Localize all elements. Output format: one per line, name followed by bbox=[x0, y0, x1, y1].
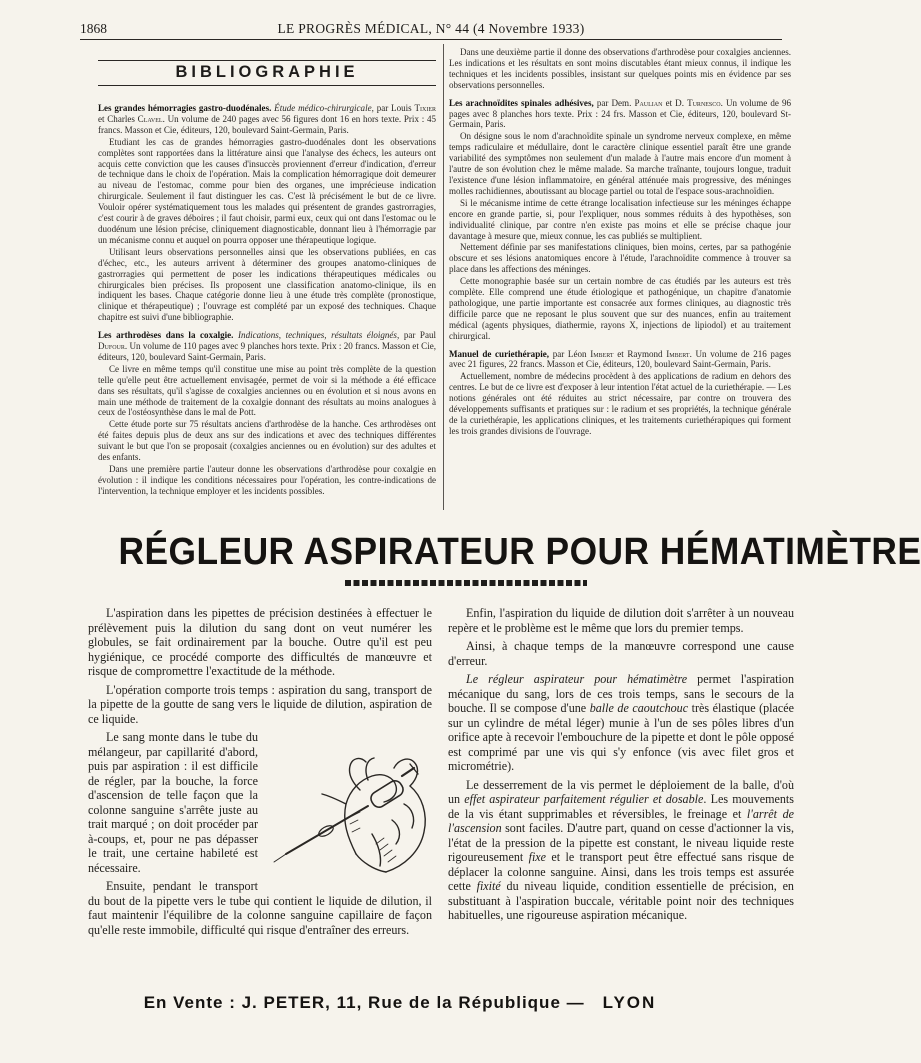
bibliography-column-left bbox=[98, 103, 436, 508]
page-number: 1868 bbox=[80, 21, 107, 36]
vendor-city: LYON bbox=[602, 993, 657, 1012]
article-paragraph: Le desserrement de la vis permet le déploiement de la balle, d'où un effet aspirateur parfaitement régulier et dosable. Les mouvements de la vis étant supprimables et réversibles, le freinage et l'arrêt de l'ascension sont faciles. D'autre part, quand on cesse d'actionner la vis, l'état de la pression de la pipette est constant, le niveau liquide reste rigoureusement fixe et le transport peut être effectué sans risque de déplacer la colonne sanguine. Ainsi, dans les trois temps est assurée cette fixité du niveau liquide, condition essentielle de précision, en substituant à l'aspiration buccale, véritable point noir des techniques habituelles, une rigoureuse aspiration mécanique. bbox=[448, 777, 794, 922]
entry-citation: Les grandes hémorragies gastro-duodénales. Étude médico-chirurgicale, par Louis Tixier et Charles Clavel. Un volume de 240 pages avec 56 figures dont 16 en hors texte. Prix : 45 francs. Masson et Cie, éditeurs, 120, boulevard Saint-Germain, Paris. bbox=[98, 103, 436, 135]
entry-paragraph: Actuellement, nombre de médecins procèdent à des applications de radium en dehors des centres. Le but de ce livre est d'exposer à leur intention l'état actuel de la curiethérapie. — Les notions générales ont été réduites au strict nécessaire, par contre on trouvera des développements suffisants et pratiques sur : le radium et ses propriétés, la technique générale de la curiethérapie, les applications cliniques, et les traitements curiethérapiques qui forment les trois grandes divisions de l'ouvrage. bbox=[449, 371, 791, 436]
hands-holding-pipette-icon bbox=[264, 734, 432, 882]
journal-title: LE PROGRÈS MÉDICAL, N° 44 (4 Novembre 1933) bbox=[277, 21, 585, 36]
article-paragraph: Ensuite, pendant le transport du bout de la pipette vers le tube qui contient le liquide de dilution, il faut maintenir l'équilibre de la colonne sanguine capillaire de façon qu'elle reste immobile, difficulté qui risque d'entraîner des erreurs. bbox=[88, 879, 432, 937]
entry-paragraph: Ce livre en même temps qu'il constitue une mise au point très complète de la question telle qu'elle peut être actuellement envisagée, permet de voir si la méthode a été efficace dans ses résultats, qu'il s'agisse de coxalgies anciennes ou en évolution et si nous avons en main une méthode de traitement de la coxalgie donnant des résultats au moins analogues à ceux de l'ostéosynthèse dans le mal de Pott. bbox=[98, 363, 436, 418]
entry-paragraph: Nettement définie par ses manifestations cliniques, bien moins, certes, par sa pathogénie obscure et ses lésions anatomiques encore à l'étude, l'arachnoïdite commence à trouver sa place dans les affections des méninges. bbox=[449, 242, 791, 275]
entry-paragraph: Si le mécanisme intime de cette étrange localisation infectieuse sur les méninges échappe encore en grande partie, si, pour l'expliquer, nous sommes réduits à des hypothèses, son individualité clinique, par contre n'en existe pas moins et elle se précise chaque jour davantage à mesure que, mieux connue, les cas publiés se multiplient. bbox=[449, 197, 791, 241]
entry-paragraph: On désigne sous le nom d'arachnoïdite spinale un syndrome nerveux complexe, en même temps radiculaire et médullaire, dont le caractère clinique essentiel paraît être une grande variabilité des symptômes non seulement d'un malade à l'autre mais encore d'un moment à l'autre de son évolution chez le même malade. Sa marche traînante, toujours longue, traduit l'existence d'une lésion inflammatoire, en général atténuée mais progressive, des méninges molles rachidiennes, aboutissant au blocage partiel ou total de l'espace sous-arachnoïdien. bbox=[449, 131, 791, 196]
title-ornament bbox=[345, 580, 587, 586]
running-head bbox=[80, 21, 782, 37]
article-column-right bbox=[448, 606, 794, 981]
article-column-left bbox=[88, 606, 432, 981]
entry-citation: Les arthrodèses dans la coxalgie. Indications, techniques, résultats éloignés, par Paul Dufour. Un volume de 110 pages avec 9 planches hors texte. Prix : 20 francs. Masson et Cie, éditeurs, 120, boulevard Saint-Germain, Paris. bbox=[98, 330, 437, 362]
article-paragraph: Ainsi, à chaque temps de la manœuvre correspond une cause d'erreur. bbox=[448, 639, 794, 668]
article-paragraph: Le régleur aspirateur pour hématimètre permet l'aspiration mécanique du sang, lors de ces trois temps, sans le secours de la bouche. Il se compose d'une balle de caoutchouc très élastique (placée sur un cylindre de métal léger) munie à l'un de ses pôles libres d'un orifice apte à recevoir l'embouchure de la pipette et dont le pôle opposé est comprimé par une vis qui s'y enfonce (vis avec filet gros et micrométrie). bbox=[448, 672, 795, 773]
entry-paragraph: Cette monographie basée sur un certain nombre de cas étudiés par les auteurs est très complète. Elle comprend une étude étiologique et pathogénique, un chapitre d'anatomie pathologique, une partie importante est consacrée aux formes cliniques, au diagnostic très difficile parce que ne reposant le plus souvent que sur des nuances, enfin au traitement médical (agents physiques, diathermie, rayons X, injections de lipiodol) et au traitement chirurgical. bbox=[449, 276, 791, 341]
entry-paragraph: Cette étude porte sur 75 résultats anciens d'arthrodèse de la hanche. Ces arthrodèses ont été faites depuis plus de deux ans sur des indications et avec des techniques différentes suivant le but que l'on se proposait (coxalgies anciennes ou en évolution) sur des adultes et des enfants. bbox=[98, 419, 436, 463]
article-paragraph: Enfin, l'aspiration du liquide de dilution doit s'arrêter à un nouveau repère et le problème est le même que lors du premier temps. bbox=[448, 606, 794, 635]
sales-footer bbox=[0, 993, 800, 1013]
entry-paragraph: Utilisant leurs observations personnelles ainsi que les observations publiées, en cas d'échec, etc., les auteurs arrivent à déterminer des groupes anatomo-cliniques de gastrorragies qui permettent de poser les indications thérapeutiques médicales ou chirurgicales bien précises. Ils proposent une classification anatomo-clinique, ils en indiquent les bases. Chaque catégorie donne lieu à une étude très complète (pronostique, clinique et thérapeutique) ; l'ouvrage est complété par un exposé des techniques. Chaque chapitre est suivi d'une bibliographie. bbox=[98, 246, 436, 323]
pipette-hands-illustration bbox=[264, 734, 432, 882]
bibliography-column-right bbox=[449, 47, 791, 510]
article-title: RÉGLEUR ASPIRATEUR POUR HÉMATIMÈTRE bbox=[118, 531, 921, 573]
article-paragraph: L'opération comporte trois temps : aspiration du sang, transport de la pipette de la goutte de sang vers le liquide de dilution, aspiration de ce liquide. bbox=[88, 682, 432, 726]
entry-paragraph: Dans une première partie l'auteur donne les observations d'arthrodèse pour coxalgie en évolution : il indique les conditions nécessaires pour l'opération, les contre-indications de l'intervention, la technique employer et les incidents possibles. bbox=[98, 464, 436, 496]
entry-paragraph: Dans une deuxième partie il donne des observations d'arthrodèse pour coxalgies anciennes. Les indications et les résultats en sont moins discutables étant mieux connus, il indique les techniques et les incidents possibles, insistant sur quelques points mis en évidence par ses observations personnelles. bbox=[449, 47, 791, 90]
entry-citation: Manuel de curiethérapie, par Léon Imbert et Raymond Imbert. Un volume de 216 pages avec 21 figures, 22 francs. Masson et Cie, éditeurs, 120, boulevard Saint-Germain, Paris. bbox=[449, 348, 792, 370]
article-paragraph: Le sang monte dans le tube du mélangeur, par capillarité d'abord, puis par aspiration : il est difficile de régler, par la bouche, la force d'ascension de telle façon que la colonne sanguine s'arrête juste au trait marqué ; on doit procéder par à-coups, et, pour ne pas dépasser le trait, une certaine habileté est nécessaire. bbox=[88, 730, 258, 875]
column-rule bbox=[443, 44, 444, 510]
bibliography-title: BIBLIOGRAPHIE bbox=[98, 60, 436, 86]
article-paragraph: L'aspiration dans les pipettes de précision destinées à effectuer le prélèvement puis la dilution du sang dont on veut numérer les globules, se fait ordinairement par la bouche. Outre qu'il est peu hygiénique, ce procédé comporte des difficultés de manœuvre et risque de compromettre l'exactitude de la méthode. bbox=[88, 606, 432, 678]
entry-citation: Les arachnoïdites spinales adhésives, par Dem. Paulian et D. Turnesco. Un volume de 96 pages avec 8 planches hors texte. Prix : 24 frs. Masson et Cie, éditeurs, 120, boulevard St-Germain, Paris. bbox=[449, 97, 792, 130]
entry-paragraph: Etudiant les cas de grandes hémorragies gastro-duodénales dont les observations complètes sont rapportées dans la littérature ainsi que l'analyse des échecs, les auteurs ont acquis cette conviction que les causes d'insuccès proviennent d'erreur d'indication, d'erreur de technique dans le choix de l'opération. Mais la complication hémorragique doit demeurer au niveau de l'estomac, comme pour bien des organes, une imprécieuse indication chirurgicale. Seulement il faut distinguer les cas. C'est là précisément le but de ce livre. Vouloir opérer systématiquement tous les malades qui présentent de grandes gastrorragies, c'est courir à de graves déboires ; il faut choisir, parmi eux, ceux qui ont dans l'estomac ou le duodénum une lésion précise, cliniquement diagnosticable, donnant lieu à l'hémorragie par un mécanisme connu et auquel on pourra opposer une thérapeutique logique. bbox=[98, 136, 436, 245]
vendor-line: En Vente : J. PETER, 11, Rue de la République — bbox=[143, 993, 585, 1012]
header-rule bbox=[80, 39, 782, 40]
